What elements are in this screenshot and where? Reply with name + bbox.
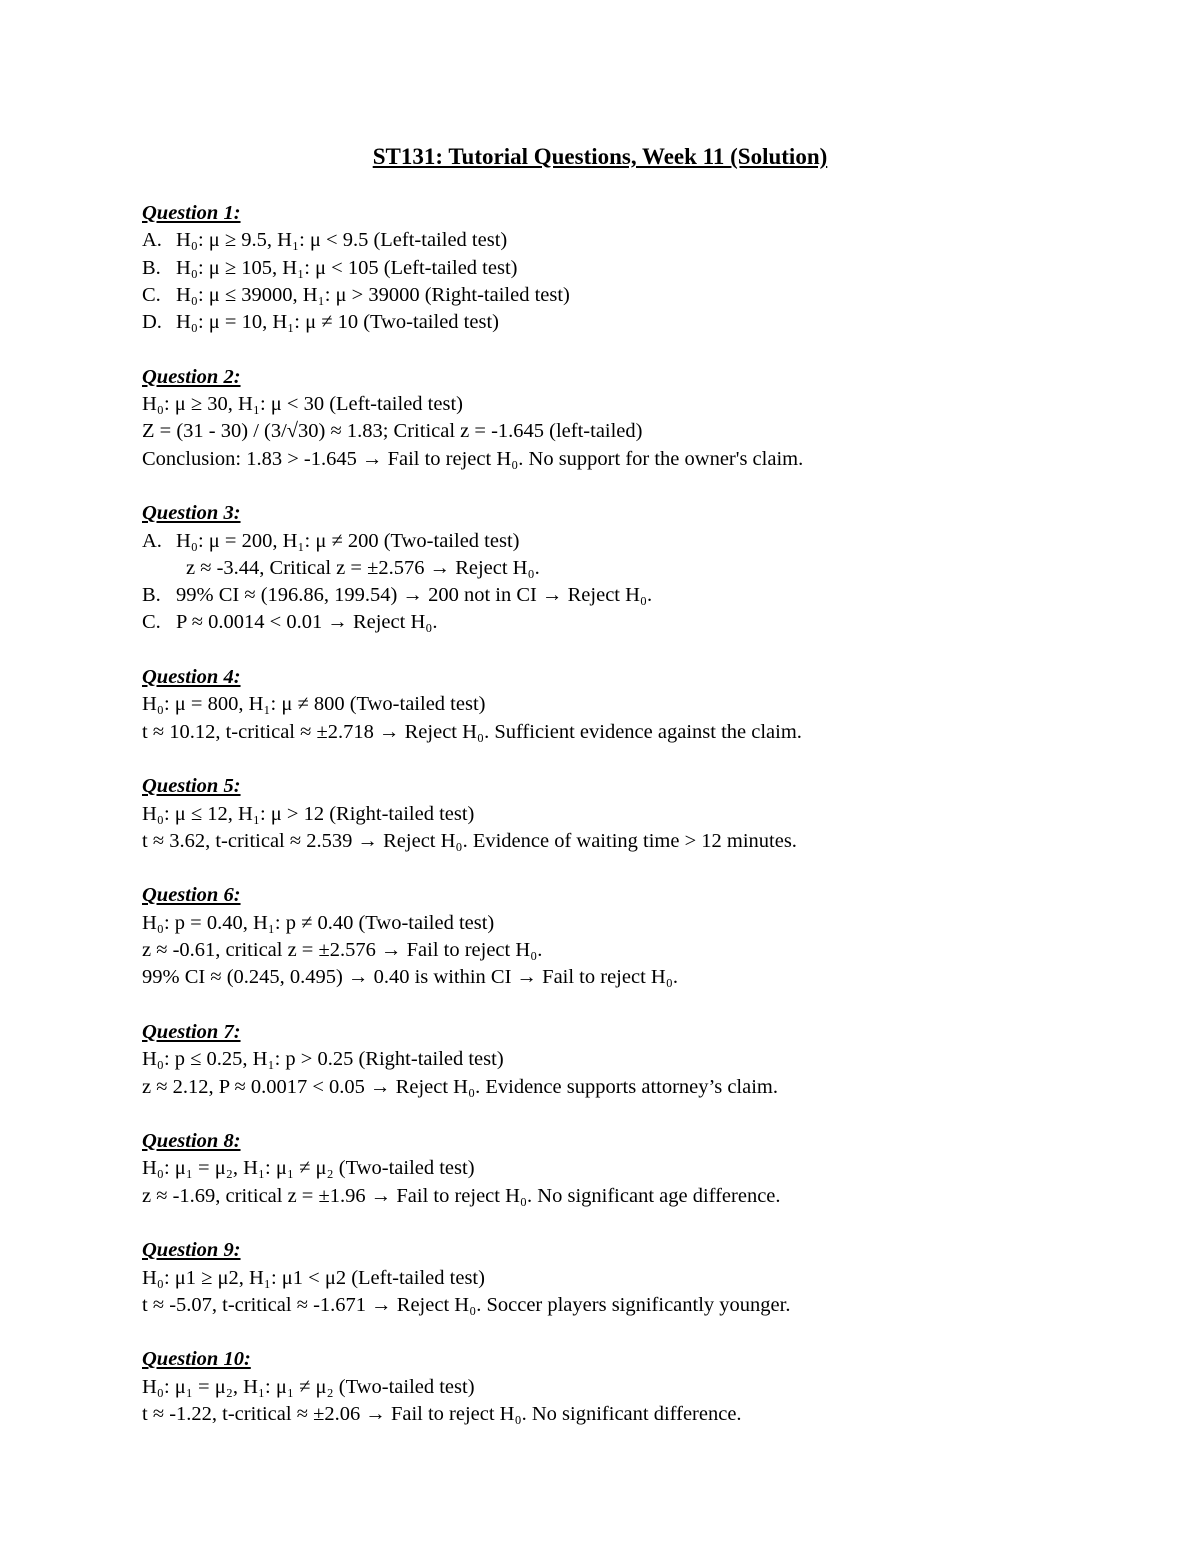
question-block-7 (142, 1019, 1142, 1101)
answer-line (142, 1374, 1142, 1401)
part-label: D. (142, 311, 162, 334)
answer-line (142, 801, 1142, 828)
document-title: ST131: Tutorial Questions, Week 11 (Solution) (372, 144, 828, 169)
answer-text: H₀: μ = 800, H₁: μ ≠ 800 (Two-tailed test) (142, 693, 486, 716)
answer-line (142, 282, 1142, 309)
question-block-10 (142, 1346, 1142, 1428)
question-block-5 (142, 773, 1142, 855)
answer-line (142, 937, 1142, 964)
question-block-6 (142, 882, 1142, 991)
answer-line (142, 418, 1142, 445)
answer-text: H₀: μ ≥ 9.5, H₁: μ < 9.5 (Left-tailed test) (176, 229, 508, 252)
part-label: C. (142, 283, 161, 306)
question-heading: Question 4: (142, 666, 241, 689)
answer-line (142, 1265, 1142, 1292)
answer-text: H₀: μ ≤ 39000, H₁: μ > 39000 (Right-tailed test) (176, 283, 570, 306)
answer-text: t ≈ -5.07, t-critical ≈ -1.671 → Reject H₀. Soccer players significantly younger. (142, 1293, 791, 1316)
question-block-9 (142, 1237, 1142, 1319)
answer-line (142, 828, 1142, 855)
answer-text: H₀: μ = 10, H₁: μ ≠ 10 (Two-tailed test) (176, 311, 499, 334)
part-label: A. (142, 529, 162, 552)
question-heading: Question 2: (142, 365, 241, 388)
answer-line (142, 609, 1142, 636)
question-heading: Question 8: (142, 1130, 241, 1153)
answer-text: H₀: μ₁ = μ₂, H₁: μ₁ ≠ μ₂ (Two-tailed test) (142, 1375, 475, 1398)
answer-line (142, 964, 1142, 991)
answer-line (142, 1046, 1142, 1073)
answer-line (142, 555, 1142, 582)
answer-line (142, 227, 1142, 254)
answer-line (142, 1074, 1142, 1101)
answer-text: H₀: μ1 ≥ μ2, H₁: μ1 < μ2 (Left-tailed test) (142, 1266, 485, 1289)
answer-text: t ≈ 10.12, t-critical ≈ ±2.718 → Reject H₀. Sufficient evidence against the claim. (142, 720, 802, 743)
answer-line (142, 582, 1142, 609)
answer-line (142, 910, 1142, 937)
answer-line (142, 309, 1142, 336)
question-block-4 (142, 664, 1142, 746)
answer-text: z ≈ -0.61, critical z = ±2.576 → Fail to reject H₀. (142, 939, 543, 962)
answer-line (142, 1292, 1142, 1319)
question-block-2 (142, 364, 1142, 473)
answer-text: P ≈ 0.0014 < 0.01 → Reject H₀. (176, 611, 438, 634)
answer-line (142, 446, 1142, 473)
answer-text: Z = (31 - 30) / (3/√30) ≈ 1.83; Critical z = -1.645 (left-tailed) (142, 420, 643, 443)
question-heading: Question 6: (142, 884, 241, 907)
question-block-1 (142, 200, 1142, 336)
answer-text: 99% CI ≈ (0.245, 0.495) → 0.40 is within CI → Fail to reject H₀. (142, 966, 678, 989)
part-label: A. (142, 229, 162, 252)
part-label: C. (142, 611, 161, 634)
question-block-3 (142, 500, 1142, 636)
answer-line (142, 1401, 1142, 1428)
answer-text: H₀: p ≤ 0.25, H₁: p > 0.25 (Right-tailed test) (142, 1048, 504, 1071)
answer-line (142, 528, 1142, 555)
question-heading: Question 3: (142, 502, 241, 525)
answer-text: H₀: μ = 200, H₁: μ ≠ 200 (Two-tailed test) (176, 529, 520, 552)
answer-text: t ≈ -1.22, t-critical ≈ ±2.06 → Fail to reject H₀. No significant difference. (142, 1403, 742, 1426)
question-heading: Question 1: (142, 202, 241, 224)
answer-text: H₀: μ₁ = μ₂, H₁: μ₁ ≠ μ₂ (Two-tailed test) (142, 1157, 475, 1180)
solutions-list (142, 200, 1142, 1456)
answer-text: 99% CI ≈ (196.86, 199.54) → 200 not in CI → Reject H₀. (176, 584, 653, 607)
answer-line (142, 719, 1142, 746)
answer-text: z ≈ -1.69, critical z = ±1.96 → Fail to reject H₀. No significant age difference. (142, 1184, 781, 1207)
answer-line (142, 691, 1142, 718)
answer-text: z ≈ -3.44, Critical z = ±2.576 → Reject H₀. (186, 556, 540, 579)
answer-line (142, 391, 1142, 418)
question-heading: Question 7: (142, 1020, 241, 1043)
answer-text: H₀: μ ≥ 30, H₁: μ < 30 (Left-tailed test) (142, 393, 463, 416)
question-block-8 (142, 1128, 1142, 1210)
answer-text: H₀: μ ≥ 105, H₁: μ < 105 (Left-tailed test) (176, 256, 518, 279)
answer-text: z ≈ 2.12, P ≈ 0.0017 < 0.05 → Reject H₀. Evidence supports attorney’s claim. (142, 1075, 778, 1098)
answer-text: H₀: p = 0.40, H₁: p ≠ 0.40 (Two-tailed test) (142, 911, 495, 934)
question-heading: Question 5: (142, 775, 241, 798)
answer-text: H₀: μ ≤ 12, H₁: μ > 12 (Right-tailed test) (142, 802, 475, 825)
part-label: B. (142, 584, 161, 607)
question-heading: Question 10: (142, 1348, 251, 1371)
answer-text: t ≈ 3.62, t-critical ≈ 2.539 → Reject H₀. Evidence of waiting time > 12 minutes. (142, 829, 797, 852)
part-label: B. (142, 256, 161, 279)
question-heading: Question 9: (142, 1239, 241, 1262)
answer-text: Conclusion: 1.83 > -1.645 → Fail to reject H₀. No support for the owner's claim. (142, 447, 804, 470)
answer-line (142, 1183, 1142, 1210)
answer-line (142, 255, 1142, 282)
answer-line (142, 1155, 1142, 1182)
